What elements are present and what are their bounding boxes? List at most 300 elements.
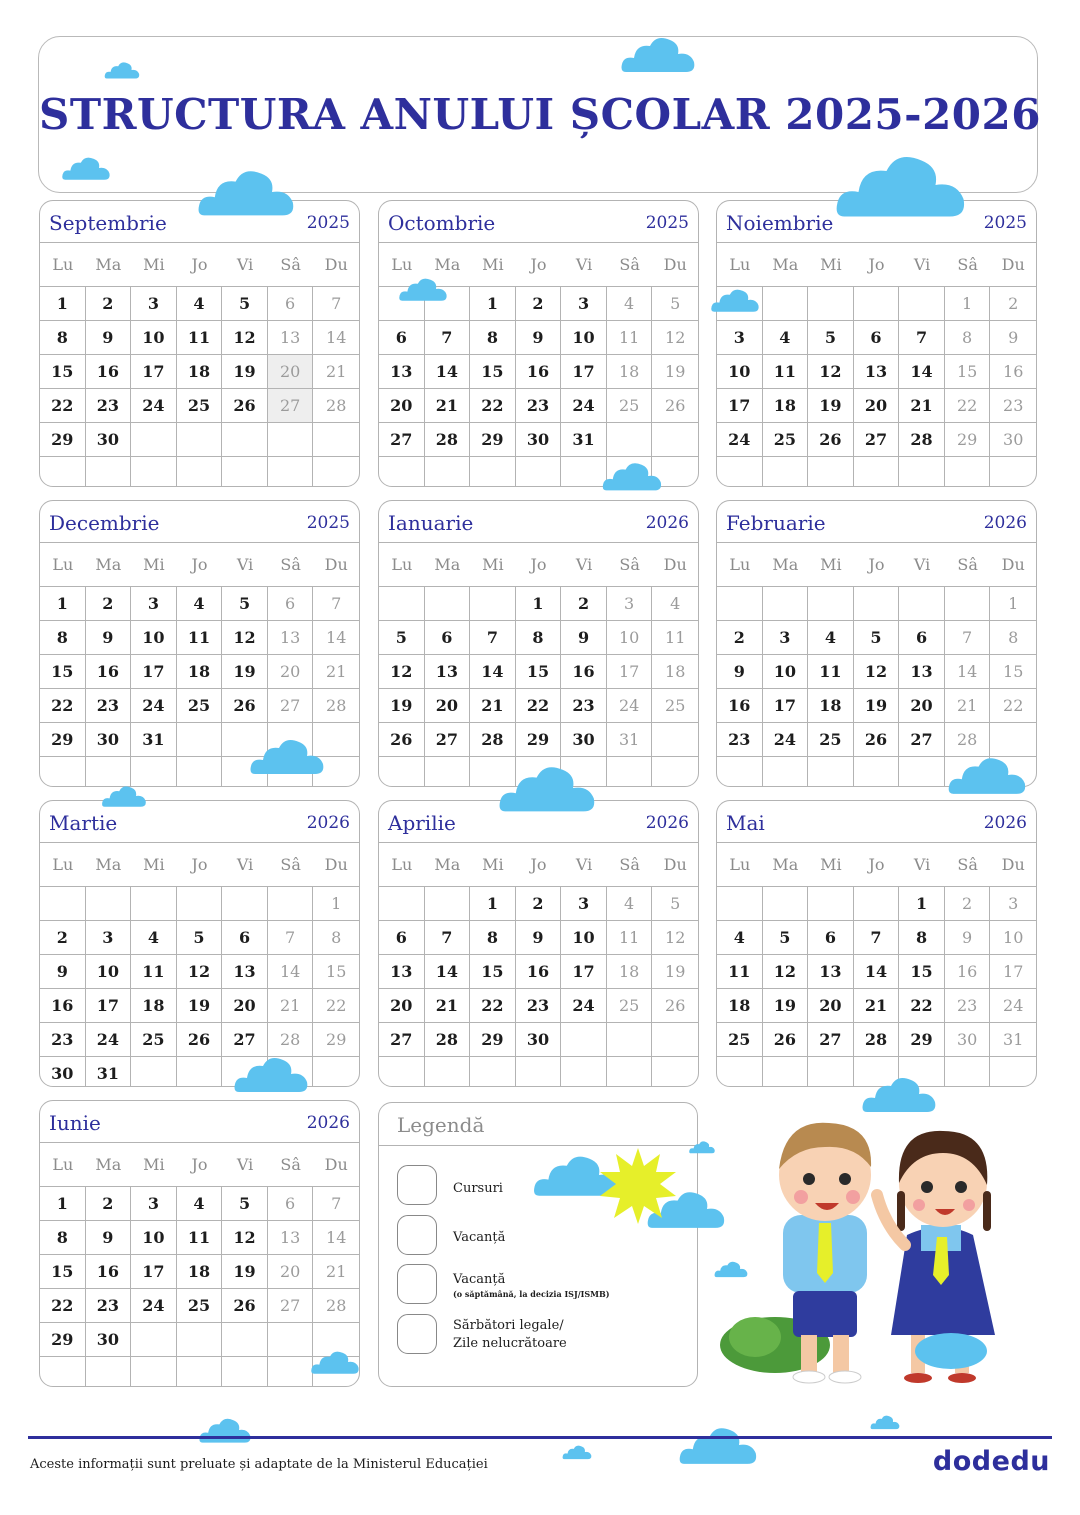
- weekday-label: Du: [324, 555, 348, 574]
- month-year: 2026: [306, 813, 350, 833]
- day-cell: 11: [131, 955, 177, 989]
- day-cell: 8: [470, 321, 516, 355]
- weekday-label: Mi: [143, 855, 165, 874]
- day-cell: 2: [86, 1187, 132, 1221]
- weekday-label: Jo: [868, 255, 885, 274]
- weekday-label: Du: [1001, 855, 1025, 874]
- day-cell: 11: [808, 655, 854, 689]
- day-cell: 25: [607, 989, 653, 1023]
- weekday-label: Lu: [729, 555, 751, 574]
- day-cell: 23: [945, 989, 991, 1023]
- month-name: Martie: [49, 811, 118, 835]
- day-cell: 31: [131, 723, 177, 757]
- day-cell: 6: [268, 1187, 314, 1221]
- month-year: 2025: [306, 513, 350, 533]
- cloud-icon: [944, 754, 1030, 796]
- empty-day-cell: [854, 587, 900, 621]
- weekday-label: Sâ: [619, 255, 640, 274]
- brand-logo[interactable]: dodedu: [932, 1446, 1050, 1477]
- day-cell: 22: [313, 989, 359, 1023]
- weekday-label: Mi: [482, 255, 504, 274]
- day-cell: 8: [313, 921, 359, 955]
- weekday-label: Du: [324, 1155, 348, 1174]
- weekday-label: Lu: [391, 255, 413, 274]
- cloud-icon: [600, 460, 664, 492]
- month-name: Iunie: [49, 1111, 101, 1135]
- empty-day-cell: [131, 423, 177, 457]
- day-cell: 14: [313, 1221, 359, 1255]
- day-cell: 28: [854, 1023, 900, 1057]
- day-cell: 16: [516, 955, 562, 989]
- day-cell: 5: [222, 587, 268, 621]
- day-cell: 12: [763, 955, 809, 989]
- empty-day-cell: [899, 457, 945, 487]
- weekday-label: Ma: [772, 255, 799, 274]
- legend-label-cursuri: Cursuri: [453, 1181, 503, 1196]
- empty-day-cell: [899, 757, 945, 787]
- day-cell: 14: [425, 955, 471, 989]
- day-cell: 18: [177, 355, 223, 389]
- weekday-label: Vi: [913, 555, 931, 574]
- month-header: [40, 501, 359, 543]
- weekday-label: Jo: [191, 255, 208, 274]
- weekday-label: Mi: [482, 855, 504, 874]
- day-cell: 30: [990, 423, 1036, 457]
- weekday-label: Ma: [772, 855, 799, 874]
- empty-day-cell: [516, 457, 562, 487]
- cloud-icon: [673, 1424, 763, 1466]
- day-cell: 3: [561, 887, 607, 921]
- day-cell: 5: [652, 287, 698, 321]
- day-cell: 22: [40, 689, 86, 723]
- day-cell: 1: [990, 587, 1036, 621]
- day-cell: 23: [86, 389, 132, 423]
- empty-day-cell: [86, 1357, 132, 1387]
- day-cell: 11: [652, 621, 698, 655]
- day-cell: 29: [945, 423, 991, 457]
- month-name: Decembrie: [49, 511, 160, 535]
- day-cell: 14: [268, 955, 314, 989]
- day-cell: 10: [561, 321, 607, 355]
- day-cell: 19: [763, 989, 809, 1023]
- day-cell: 9: [86, 321, 132, 355]
- day-cell: 29: [313, 1023, 359, 1057]
- day-cell: 22: [516, 689, 562, 723]
- empty-day-cell: [131, 887, 177, 921]
- month-name: Mai: [726, 811, 765, 835]
- day-cell: 4: [177, 587, 223, 621]
- month-header: [717, 501, 1036, 543]
- day-cell: 9: [40, 955, 86, 989]
- weekday-label: Sâ: [280, 1155, 301, 1174]
- day-cell: 10: [131, 1221, 177, 1255]
- weekday-header-row: [717, 543, 1036, 587]
- day-cell: 17: [990, 955, 1036, 989]
- day-cell: 18: [652, 655, 698, 689]
- day-cell: 17: [561, 955, 607, 989]
- day-cell: 10: [86, 955, 132, 989]
- empty-day-cell: [425, 757, 471, 787]
- day-cell: 4: [607, 887, 653, 921]
- empty-day-cell: [222, 423, 268, 457]
- day-cell: 18: [607, 355, 653, 389]
- day-cell: 25: [131, 1023, 177, 1057]
- day-grid: [717, 287, 1036, 487]
- cloud-icon: [828, 150, 973, 220]
- day-cell: 31: [607, 723, 653, 757]
- empty-day-cell: [607, 1057, 653, 1087]
- weekday-label: Sâ: [619, 855, 640, 874]
- day-cell: 28: [425, 1023, 471, 1057]
- weekday-header-row: [379, 843, 698, 887]
- weekday-label: Vi: [913, 855, 931, 874]
- day-cell: 12: [652, 321, 698, 355]
- empty-day-cell: [379, 887, 425, 921]
- weekday-label: Sâ: [957, 255, 978, 274]
- day-cell: 19: [808, 389, 854, 423]
- day-cell: 22: [899, 989, 945, 1023]
- empty-day-cell: [222, 887, 268, 921]
- day-cell: 11: [763, 355, 809, 389]
- month-name: Aprilie: [388, 811, 456, 835]
- day-cell: 5: [763, 921, 809, 955]
- day-cell: 10: [131, 621, 177, 655]
- weekday-label: Jo: [191, 855, 208, 874]
- day-cell: 7: [268, 921, 314, 955]
- day-cell: 6: [222, 921, 268, 955]
- weekday-header-row: [40, 243, 359, 287]
- day-cell: 10: [717, 355, 763, 389]
- empty-day-cell: [86, 457, 132, 487]
- day-cell: 28: [945, 723, 991, 757]
- day-cell: 6: [854, 321, 900, 355]
- day-cell: 11: [177, 1221, 223, 1255]
- day-grid: [40, 287, 359, 487]
- empty-day-cell: [268, 423, 314, 457]
- day-cell: 29: [899, 1023, 945, 1057]
- day-cell: 2: [717, 621, 763, 655]
- day-cell: 21: [313, 655, 359, 689]
- day-cell: 2: [561, 587, 607, 621]
- empty-day-cell: [379, 457, 425, 487]
- empty-day-cell: [313, 457, 359, 487]
- day-cell: 6: [379, 321, 425, 355]
- day-cell: 30: [86, 723, 132, 757]
- month-year: 2026: [306, 1113, 350, 1133]
- weekday-label: Du: [663, 855, 687, 874]
- cloud-icon: [104, 60, 140, 80]
- day-cell: 28: [899, 423, 945, 457]
- day-cell: 17: [131, 655, 177, 689]
- day-cell: 16: [40, 989, 86, 1023]
- day-cell: 6: [268, 287, 314, 321]
- weekday-label: Mi: [143, 1155, 165, 1174]
- empty-day-cell: [990, 1057, 1036, 1087]
- day-cell: 3: [607, 587, 653, 621]
- day-cell: 29: [40, 1323, 86, 1357]
- empty-day-cell: [222, 457, 268, 487]
- month-name: Octombrie: [388, 211, 496, 235]
- day-cell: 26: [379, 723, 425, 757]
- month-year: 2025: [645, 213, 689, 233]
- month-martie: [39, 800, 360, 1087]
- day-cell: 25: [717, 1023, 763, 1057]
- day-cell: 15: [40, 1255, 86, 1289]
- day-cell: 31: [990, 1023, 1036, 1057]
- month-year: 2025: [306, 213, 350, 233]
- empty-day-cell: [652, 723, 698, 757]
- day-cell: 25: [177, 389, 223, 423]
- day-cell: 1: [899, 887, 945, 921]
- legend-label-vacanta: Vacanță: [453, 1230, 506, 1245]
- weekday-label: Mi: [143, 255, 165, 274]
- legend-swatch-vacanta: [397, 1215, 437, 1255]
- cloud-icon: [245, 736, 329, 776]
- day-cell: 21: [313, 355, 359, 389]
- legend-label-sarbatori: Sărbători legale/: [453, 1318, 564, 1333]
- day-cell: 24: [763, 723, 809, 757]
- weekday-label: Sâ: [280, 555, 301, 574]
- empty-day-cell: [268, 1323, 314, 1357]
- weekday-label: Lu: [52, 855, 74, 874]
- day-cell: 28: [313, 689, 359, 723]
- day-cell: 29: [470, 423, 516, 457]
- day-cell: 4: [652, 587, 698, 621]
- weekday-label: Lu: [52, 1155, 74, 1174]
- empty-day-cell: [40, 1357, 86, 1387]
- empty-day-cell: [86, 757, 132, 787]
- day-cell: 5: [222, 1187, 268, 1221]
- empty-day-cell: [763, 757, 809, 787]
- empty-day-cell: [425, 587, 471, 621]
- day-cell: 31: [561, 423, 607, 457]
- day-cell: 25: [763, 423, 809, 457]
- weekday-label: Sâ: [957, 855, 978, 874]
- empty-day-cell: [268, 887, 314, 921]
- day-cell: 18: [808, 689, 854, 723]
- day-grid: [379, 287, 698, 487]
- day-cell: 15: [40, 655, 86, 689]
- day-cell: 25: [177, 1289, 223, 1323]
- day-cell: 16: [86, 355, 132, 389]
- day-cell: 1: [470, 287, 516, 321]
- day-cell: 14: [945, 655, 991, 689]
- day-cell: 2: [40, 921, 86, 955]
- day-grid: [379, 587, 698, 787]
- empty-day-cell: [222, 1357, 268, 1387]
- day-cell: 1: [40, 587, 86, 621]
- day-cell: 14: [425, 355, 471, 389]
- day-grid: [379, 887, 698, 1087]
- month-year: 2026: [983, 513, 1027, 533]
- day-cell: 19: [379, 689, 425, 723]
- day-cell: 4: [177, 1187, 223, 1221]
- day-cell: 6: [379, 921, 425, 955]
- empty-day-cell: [177, 1357, 223, 1387]
- day-cell: 7: [313, 1187, 359, 1221]
- weekday-label: Sâ: [619, 555, 640, 574]
- month-header: [40, 801, 359, 843]
- day-cell: 27: [808, 1023, 854, 1057]
- day-cell: 20: [222, 989, 268, 1023]
- day-cell: 14: [313, 621, 359, 655]
- weekday-label: Sâ: [957, 555, 978, 574]
- day-cell: 27: [268, 389, 314, 423]
- day-cell: 8: [470, 921, 516, 955]
- empty-day-cell: [177, 457, 223, 487]
- cloud-icon: [493, 762, 601, 814]
- day-cell: 6: [899, 621, 945, 655]
- empty-day-cell: [379, 1057, 425, 1087]
- day-cell: 7: [425, 921, 471, 955]
- weekday-label: Ma: [95, 1155, 122, 1174]
- day-cell: 28: [425, 423, 471, 457]
- weekday-label: Ma: [434, 555, 461, 574]
- day-cell: 26: [222, 389, 268, 423]
- day-cell: 12: [222, 321, 268, 355]
- day-cell: 25: [652, 689, 698, 723]
- day-cell: 20: [899, 689, 945, 723]
- empty-day-cell: [313, 423, 359, 457]
- weekday-label: Jo: [530, 555, 547, 574]
- month-ianuarie: [378, 500, 699, 787]
- day-cell: 19: [222, 1255, 268, 1289]
- day-cell: 9: [561, 621, 607, 655]
- weekday-label: Jo: [530, 255, 547, 274]
- day-cell: 10: [561, 921, 607, 955]
- day-cell: 11: [177, 621, 223, 655]
- weekday-header-row: [40, 1143, 359, 1187]
- empty-day-cell: [652, 423, 698, 457]
- empty-day-cell: [717, 1057, 763, 1087]
- empty-day-cell: [607, 1023, 653, 1057]
- day-cell: 24: [131, 389, 177, 423]
- day-cell: 26: [222, 1289, 268, 1323]
- weekday-label: Ma: [95, 555, 122, 574]
- day-cell: 13: [268, 1221, 314, 1255]
- day-cell: 23: [86, 689, 132, 723]
- day-cell: 4: [177, 287, 223, 321]
- month-iunie: [39, 1100, 360, 1387]
- weekday-label: Du: [1001, 555, 1025, 574]
- empty-day-cell: [425, 887, 471, 921]
- day-cell: 19: [222, 655, 268, 689]
- empty-day-cell: [808, 757, 854, 787]
- day-cell: 7: [313, 287, 359, 321]
- day-cell: 27: [425, 723, 471, 757]
- empty-day-cell: [470, 457, 516, 487]
- empty-day-cell: [808, 287, 854, 321]
- month-header: [40, 1101, 359, 1143]
- weekday-label: Lu: [729, 855, 751, 874]
- day-cell: 30: [40, 1057, 86, 1087]
- day-cell: 6: [425, 621, 471, 655]
- month-header: [379, 501, 698, 543]
- day-cell: 26: [763, 1023, 809, 1057]
- day-cell: 21: [854, 989, 900, 1023]
- weekday-label: Vi: [236, 555, 254, 574]
- weekday-header-row: [717, 843, 1036, 887]
- day-cell: 3: [131, 287, 177, 321]
- day-cell: 24: [990, 989, 1036, 1023]
- legend: [378, 1102, 698, 1387]
- day-cell: 22: [40, 389, 86, 423]
- weekday-header-row: [40, 543, 359, 587]
- empty-day-cell: [854, 887, 900, 921]
- weekday-label: Mi: [820, 255, 842, 274]
- weekday-label: Jo: [868, 855, 885, 874]
- day-cell: 5: [854, 621, 900, 655]
- month-name: Noiembrie: [726, 211, 834, 235]
- day-cell: 23: [516, 389, 562, 423]
- month-februarie: [716, 500, 1037, 787]
- day-cell: 24: [131, 689, 177, 723]
- legend-label-vacanta-isj: Vacanță: [453, 1272, 506, 1287]
- empty-day-cell: [652, 1057, 698, 1087]
- day-cell: 19: [177, 989, 223, 1023]
- weekday-label: Du: [663, 555, 687, 574]
- day-cell: 12: [854, 655, 900, 689]
- day-cell: 22: [470, 989, 516, 1023]
- cloud-icon: [710, 287, 760, 313]
- cloud-icon: [620, 34, 696, 74]
- day-cell: 12: [808, 355, 854, 389]
- day-cell: 12: [177, 955, 223, 989]
- day-cell: 5: [177, 921, 223, 955]
- day-cell: 29: [470, 1023, 516, 1057]
- month-aprilie: [378, 800, 699, 1087]
- empty-day-cell: [40, 457, 86, 487]
- day-cell: 20: [379, 989, 425, 1023]
- day-cell: 24: [561, 989, 607, 1023]
- day-cell: 13: [808, 955, 854, 989]
- day-cell: 28: [268, 1023, 314, 1057]
- day-cell: 23: [86, 1289, 132, 1323]
- weekday-label: Sâ: [280, 255, 301, 274]
- day-cell: 24: [86, 1023, 132, 1057]
- weekday-label: Jo: [191, 555, 208, 574]
- weekday-label: Sâ: [280, 855, 301, 874]
- day-cell: 16: [86, 1255, 132, 1289]
- day-cell: 11: [607, 321, 653, 355]
- day-cell: 9: [516, 921, 562, 955]
- cloud-icon: [100, 784, 148, 808]
- day-cell: 16: [516, 355, 562, 389]
- month-year: 2026: [645, 813, 689, 833]
- weekday-label: Vi: [236, 855, 254, 874]
- empty-day-cell: [990, 723, 1036, 757]
- day-cell: 21: [899, 389, 945, 423]
- day-cell: 20: [268, 355, 314, 389]
- day-cell: 16: [561, 655, 607, 689]
- day-cell: 19: [222, 355, 268, 389]
- day-cell: 18: [177, 655, 223, 689]
- day-cell: 29: [40, 723, 86, 757]
- day-cell: 13: [379, 355, 425, 389]
- weekday-label: Vi: [236, 255, 254, 274]
- day-cell: 7: [313, 587, 359, 621]
- day-cell: 19: [652, 955, 698, 989]
- day-cell: 16: [990, 355, 1036, 389]
- day-cell: 13: [268, 621, 314, 655]
- cloud-icon: [229, 1054, 313, 1094]
- day-cell: 23: [516, 989, 562, 1023]
- day-cell: 25: [607, 389, 653, 423]
- day-cell: 5: [652, 887, 698, 921]
- day-cell: 21: [945, 689, 991, 723]
- day-cell: 26: [222, 689, 268, 723]
- day-cell: 30: [945, 1023, 991, 1057]
